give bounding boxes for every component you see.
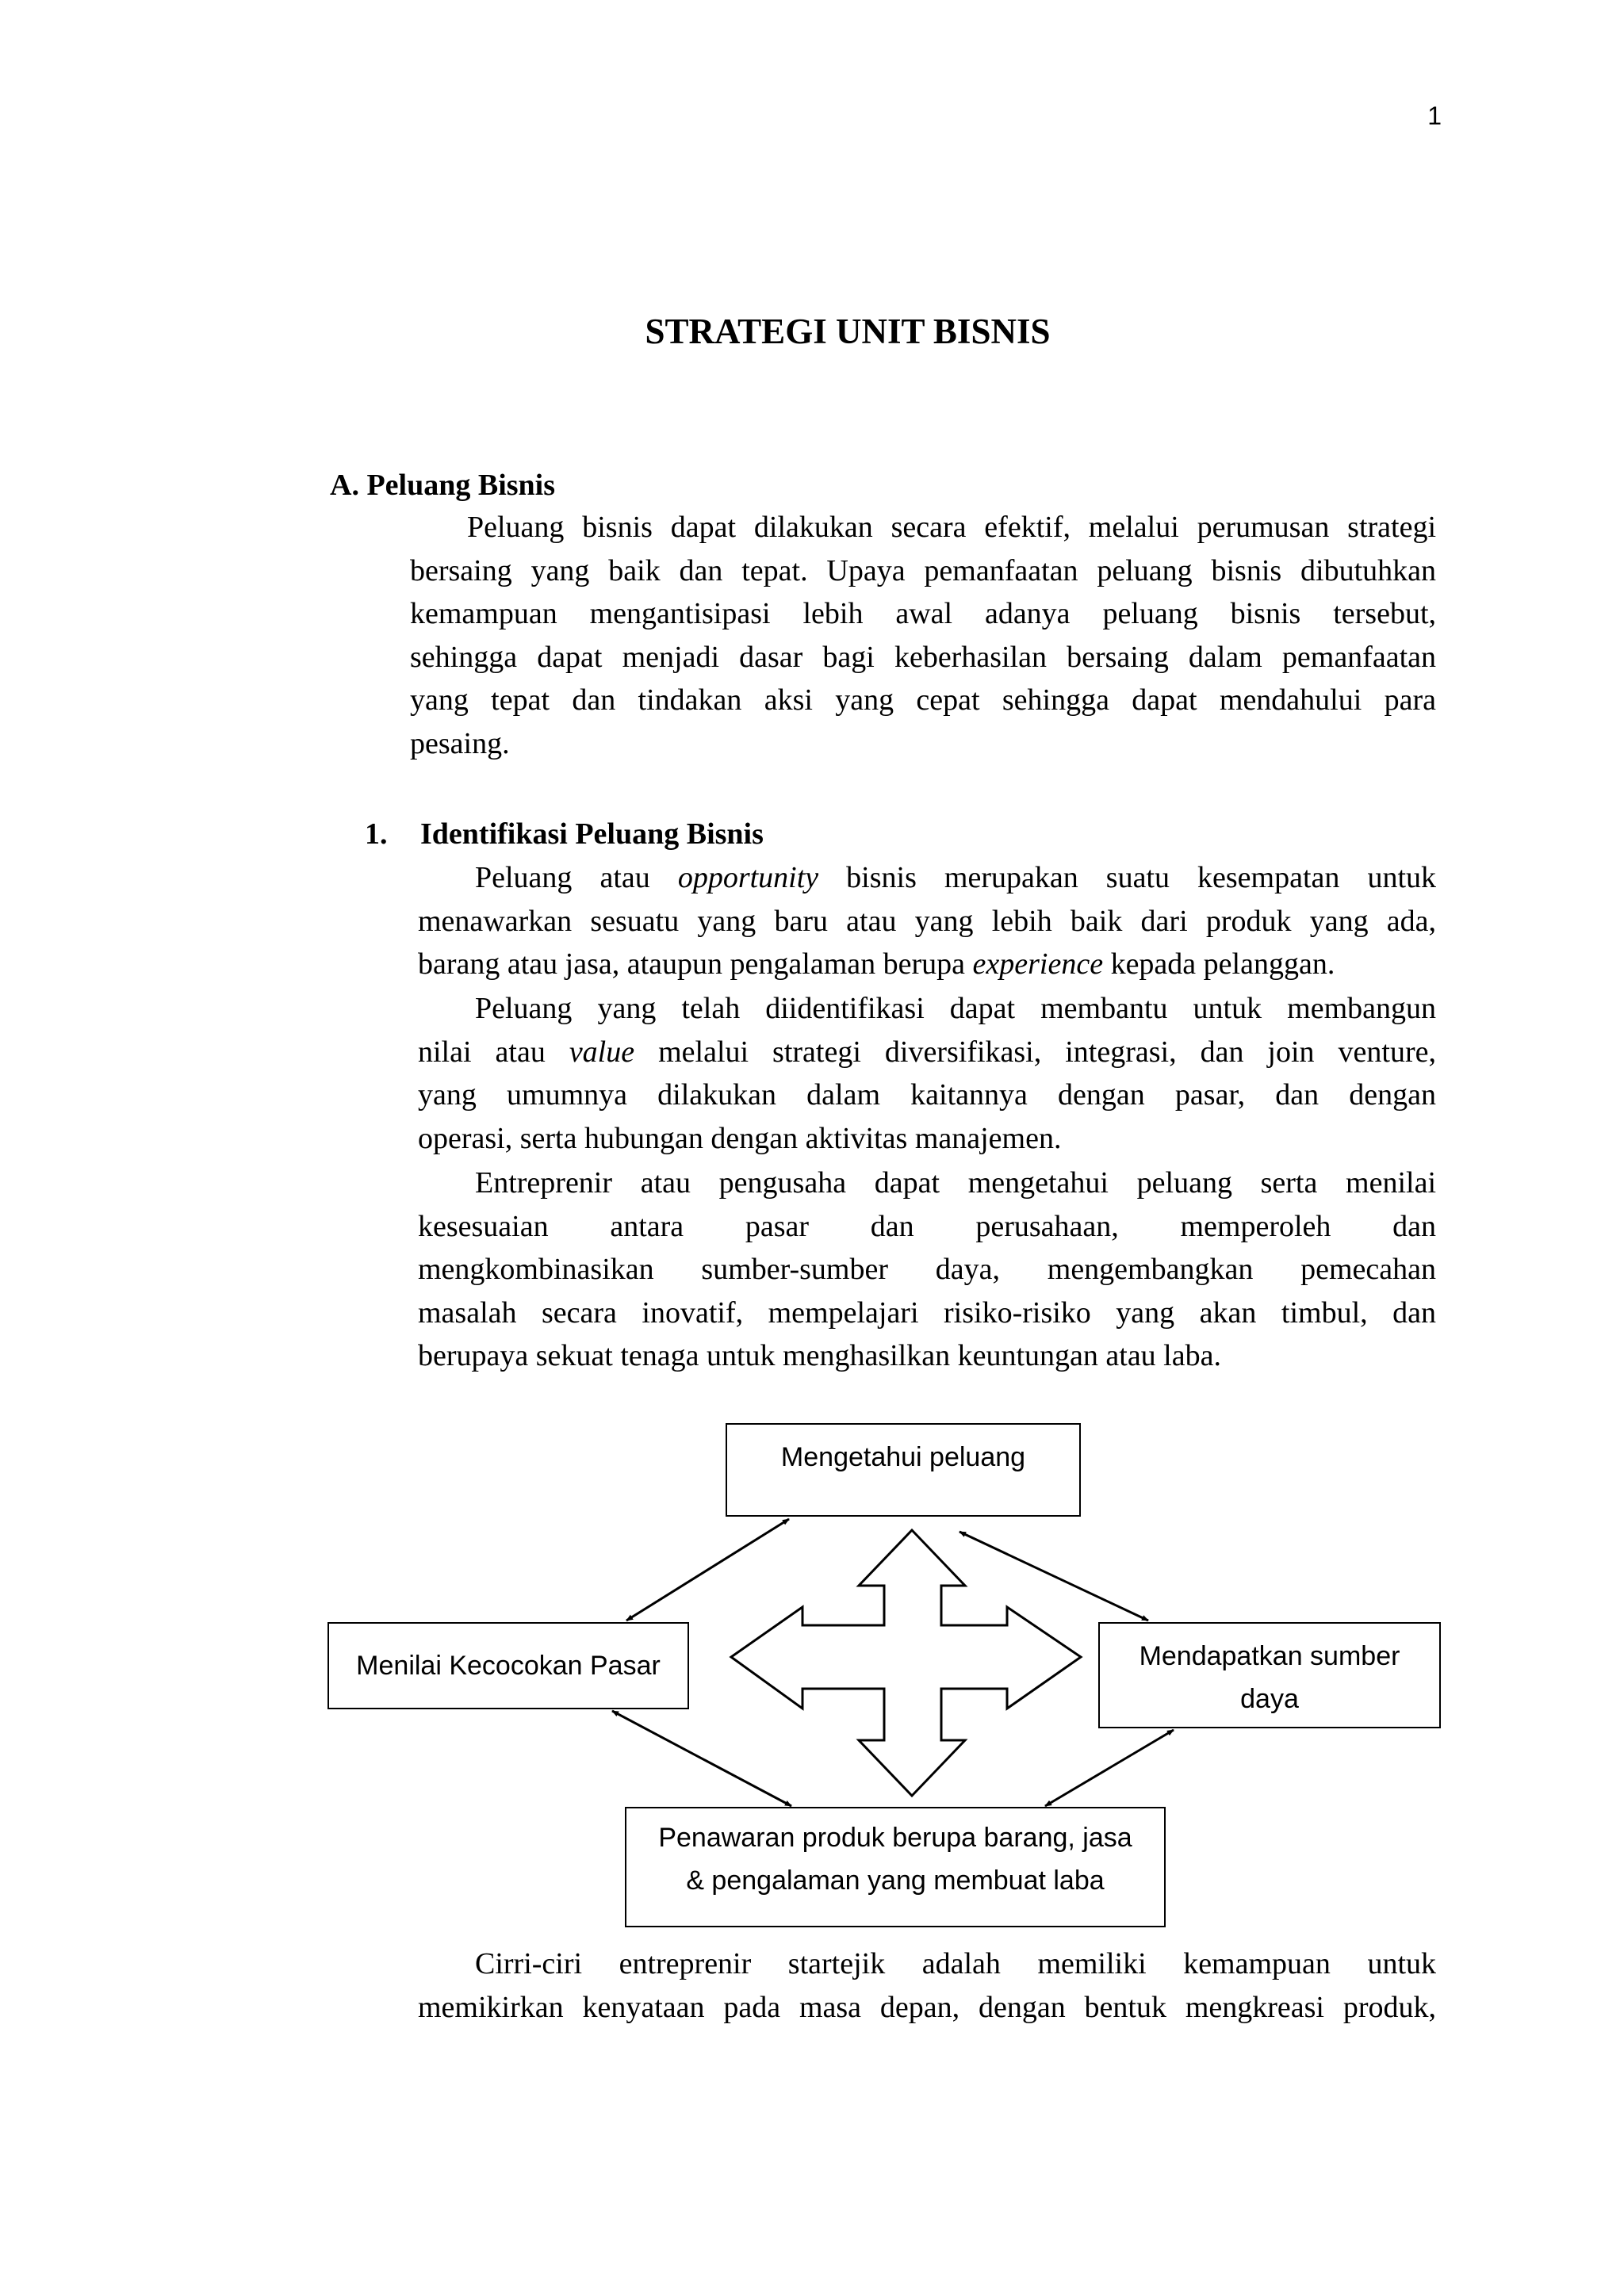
text-line: yang umumnya dilakukan dalam kaitannya dengan pasar, dan dengan: [418, 1078, 1436, 1112]
text-line: menawarkan sesuatu yang baru atau yang lebih baik dari produk yang ada,: [418, 904, 1436, 938]
text-fragment: Peluang atau: [475, 861, 678, 894]
text-line: Entreprenir atau pengusaha dapat mengetahui peluang serta menilai: [475, 1166, 1436, 1200]
text-fragment: nilai atau: [418, 1035, 569, 1069]
text-line: Cirri-ciri entreprenir startejik adalah memiliki kemampuan untuk: [475, 1947, 1436, 1980]
text-line: Peluang bisnis dapat dilakukan secara efektif, melalui perumusan strategi: [467, 511, 1436, 544]
text-line: yang tepat dan tindakan aksi yang cepat sehingga dapat mendahului para: [410, 683, 1436, 717]
box-penawaran-produk: [625, 1807, 1166, 1927]
text-line: kemampuan mengantisipasi lebih awal adanya peluang bisnis tersebut,: [410, 597, 1436, 630]
text-fragment: bisnis merupakan suatu kesempatan untuk: [818, 861, 1437, 894]
text-fragment: kepada pelanggan.: [1103, 947, 1335, 981]
box-text-line: daya: [1240, 1684, 1299, 1714]
text-line: bersaing yang baik dan tepat. Upaya pemanfaatan peluang bisnis dibutuhkan: [410, 553, 1436, 587]
page-number: 1: [1427, 101, 1442, 130]
arrow-top-right: [959, 1532, 1148, 1621]
document-title: STRATEGI UNIT BISNIS: [645, 312, 1051, 351]
arrow-top-left: [626, 1519, 789, 1621]
box-text-line: & pengalaman yang membuat laba: [686, 1866, 1105, 1896]
box-menilai-kecocokan-pasar: Menilai Kecocokan Pasar: [327, 1622, 689, 1709]
italic-term: value: [569, 1035, 635, 1069]
arrow-left-bottom: [612, 1711, 791, 1806]
big-cross-arrows: [731, 1530, 1081, 1796]
subsection-number: 1.: [365, 817, 388, 851]
section-a-heading: A. Peluang Bisnis: [330, 469, 556, 502]
box-text-line: Penawaran produk berupa barang, jasa: [658, 1823, 1132, 1853]
italic-term: opportunity: [677, 861, 819, 894]
text-line: Peluang yang telah diidentifikasi dapat membantu untuk membangun: [475, 992, 1436, 1025]
arrow-right-bottom: [1045, 1730, 1174, 1806]
text-line: operasi, serta hubungan dengan aktivitas manajemen.: [418, 1121, 1062, 1155]
text-line: berupaya sekuat tenaga untuk menghasilkan keuntungan atau laba.: [418, 1339, 1221, 1372]
box-text-line: Mendapatkan sumber: [1139, 1641, 1400, 1671]
text-fragment: barang atau jasa, ataupun pengalaman berupa: [418, 947, 973, 981]
text-line: mengkombinasikan sumber-sumber daya, mengembangkan pemecahan: [418, 1253, 1436, 1286]
paragraph-ciri-ciri: [418, 1942, 1436, 2029]
text-line: memikirkan kenyataan pada masa depan, dengan bentuk mengkreasi produk,: [418, 1990, 1436, 2024]
text-fragment: melalui strategi diversifikasi, integrasi, dan join venture,: [634, 1035, 1436, 1069]
text-line: kesesuaian antara pasar dan perusahaan, memperoleh dan: [418, 1209, 1436, 1243]
text-line: pesaing.: [410, 726, 510, 760]
text-line: sehingga dapat menjadi dasar bagi keberhasilan bersaing dalam pemanfaatan: [410, 640, 1436, 674]
text-line: masalah secara inovatif, mempelajari risiko-risiko yang akan timbul, dan: [418, 1295, 1436, 1330]
subsection-title: Identifikasi Peluang Bisnis: [420, 817, 764, 851]
box-mengetahui-peluang: Mengetahui peluang: [726, 1423, 1081, 1517]
box-mendapatkan-sumber-daya: [1098, 1622, 1441, 1728]
italic-term: experience: [972, 947, 1104, 981]
